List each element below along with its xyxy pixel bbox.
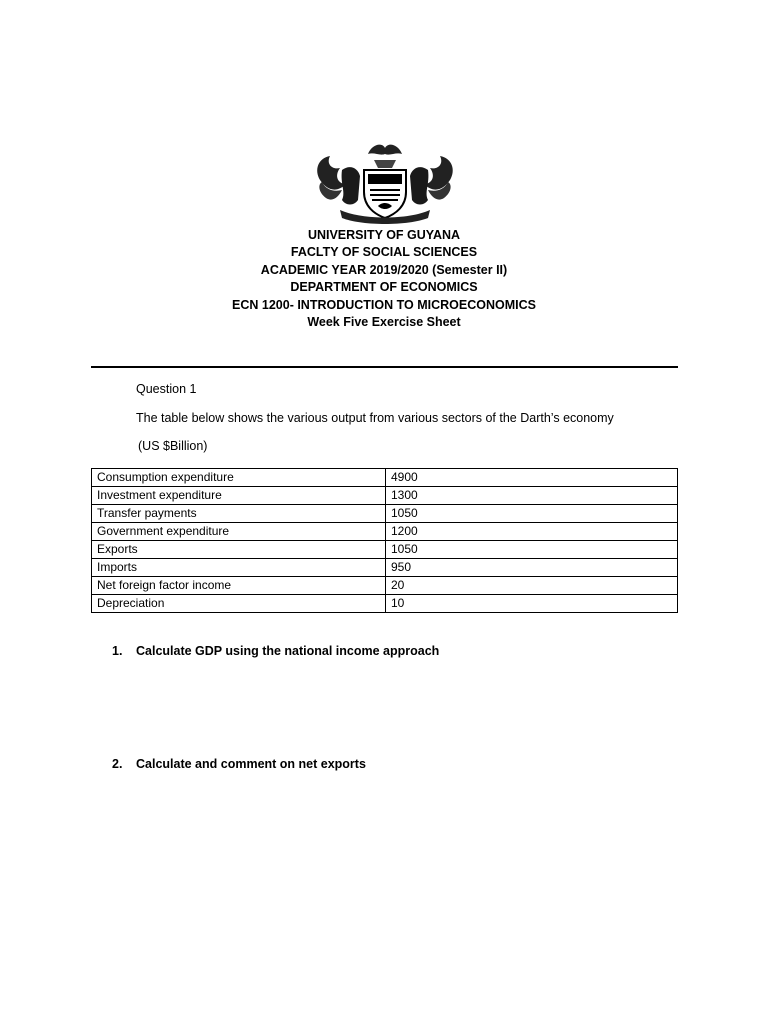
header-divider [91,366,678,368]
university-crest-logo [312,140,458,224]
table-row [92,469,678,487]
academic-year: ACADEMIC YEAR 2019/2020 (Semester II) [260,262,508,277]
row-value: 20 [386,577,678,595]
row-value: 950 [386,559,678,577]
university-name: UNIVERSITY OF GUYANA [307,228,461,242]
row-label: Investment expenditure [92,487,386,505]
row-label: Government expenditure [92,523,386,541]
table-row [92,595,678,613]
course-title: ECN 1200- INTRODUCTION TO MICROECONOMICS [232,297,536,312]
sheet-title: Week Five Exercise Sheet [307,315,461,330]
row-value: 4900 [386,469,678,487]
row-value: 1050 [386,505,678,523]
question-title: Question 1 [136,382,197,396]
economy-output-table [91,468,678,613]
task-text: Calculate and comment on net exports [136,757,366,771]
table-row [92,523,678,541]
table-row [92,541,678,559]
row-value: 1200 [386,523,678,541]
department-name: DEPARTMENT OF ECONOMICS [290,280,478,295]
row-label: Consumption expenditure [92,469,386,487]
table-row [92,559,678,577]
row-label: Exports [92,541,386,559]
question-unit: (US $Billion) [138,439,208,453]
table-row [92,505,678,523]
task-number: 1. [112,644,123,658]
row-label: Transfer payments [92,505,386,523]
task-item [112,757,366,771]
task-number: 2. [112,757,123,771]
faculty-name: FACLTY OF SOCIAL SCIENCES [290,245,478,260]
row-value: 10 [386,595,678,613]
row-label: Depreciation [92,595,386,613]
row-value: 1050 [386,541,678,559]
question-intro: The table below shows the various output from various sectors of the Darth’s economy [136,411,614,425]
row-value: 1300 [386,487,678,505]
task-text: Calculate GDP using the national income approach [136,644,440,658]
row-label: Imports [92,559,386,577]
table-row [92,487,678,505]
table-row [92,577,678,595]
row-label: Net foreign factor income [92,577,386,595]
document-header [0,227,768,331]
task-item [112,644,439,658]
